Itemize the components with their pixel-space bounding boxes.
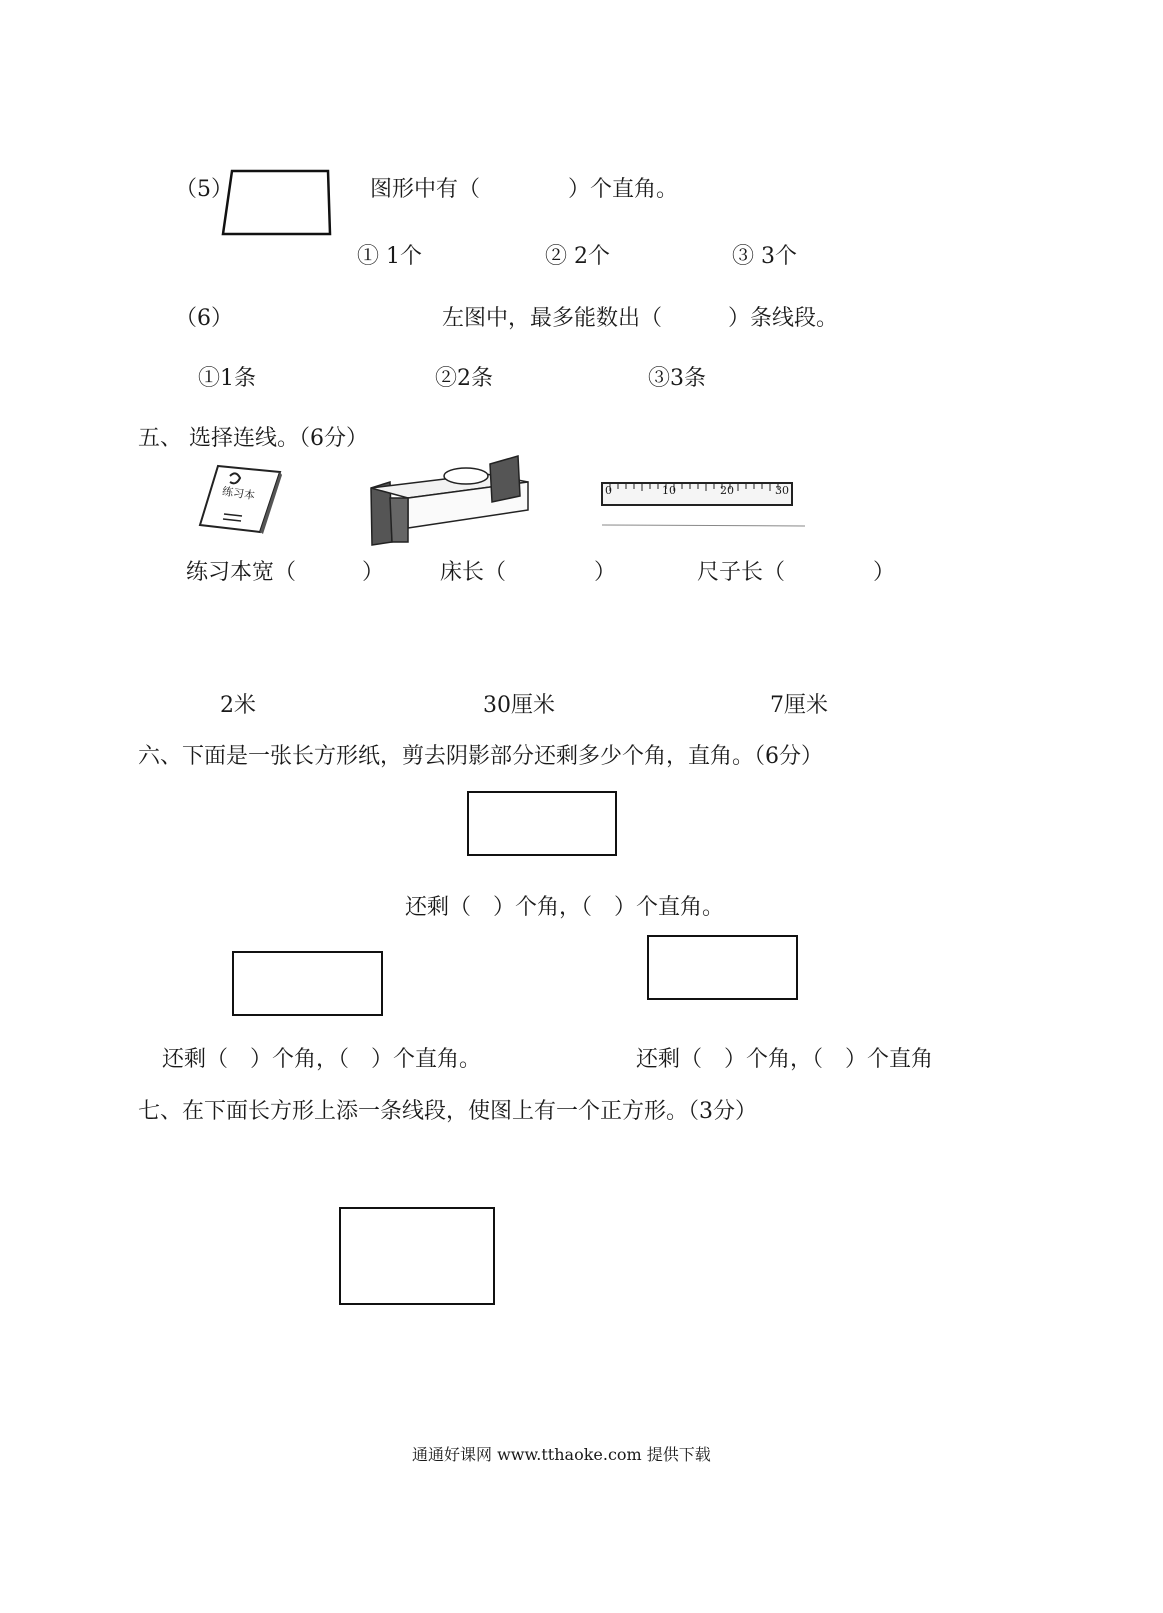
q6-option-1: ①1条: [198, 366, 256, 391]
parallelogram-figure: [220, 168, 335, 238]
paper-rectangle-top: [467, 791, 617, 856]
section-6-answer-top: 还剩（ ）个角，（ ）个直角。: [405, 895, 725, 920]
paper-rectangle-left: [232, 951, 383, 1016]
q5-option-3: ③ 3个: [732, 244, 797, 269]
section-5-title: 五、 选择连线。（6分）: [138, 426, 368, 451]
q6-option-3: ③3条: [648, 366, 706, 391]
q5-question: 图形中有（ ）个直角。: [370, 177, 679, 202]
match-answer-2m: 2米: [220, 693, 256, 718]
ruler-tick-20: 20: [720, 484, 734, 497]
q5-option-1: ① 1个: [357, 244, 422, 269]
ruler-tick-30: 30: [775, 484, 789, 497]
q6-question: 左图中，最多能数出（ ）条线段。: [442, 306, 839, 331]
rectangle-to-divide: [339, 1207, 495, 1305]
q5-option-2: ② 2个: [545, 244, 610, 269]
paper-rectangle-right: [647, 935, 798, 1000]
section-7-title: 七、在下面长方形上添一条线段，使图上有一个正方形。（3分）: [138, 1099, 757, 1124]
match-answer-30cm: 30厘米: [483, 693, 555, 718]
ruler-tick-0: 0: [605, 484, 612, 497]
footer-text: 通通好课网 www.tthaoke.com 提供下载: [412, 1445, 711, 1464]
section-6-answer-left: 还剩（ ）个角，（ ）个直角。: [162, 1047, 482, 1072]
match-answer-7cm: 7厘米: [770, 693, 828, 718]
notebook-cover-text: 练习本: [221, 484, 256, 503]
ruler-tick-10: 10: [662, 484, 676, 497]
section-6-answer-right: 还剩（ ）个角，（ ）个直角: [636, 1047, 934, 1072]
match-item-ruler-length: 尺子长（ ）: [697, 560, 896, 585]
q6-label: （6）: [175, 306, 233, 331]
match-item-notebook-width: 练习本宽（ ）: [186, 560, 385, 585]
match-item-bed-length: 床长（ ）: [440, 560, 617, 585]
bed-picture: [368, 452, 533, 547]
q5-label: （5）: [175, 177, 233, 202]
section-6-title: 六、下面是一张长方形纸，剪去阴影部分还剩多少个角，直角。（6分）: [138, 744, 823, 769]
q6-option-2: ②2条: [435, 366, 493, 391]
